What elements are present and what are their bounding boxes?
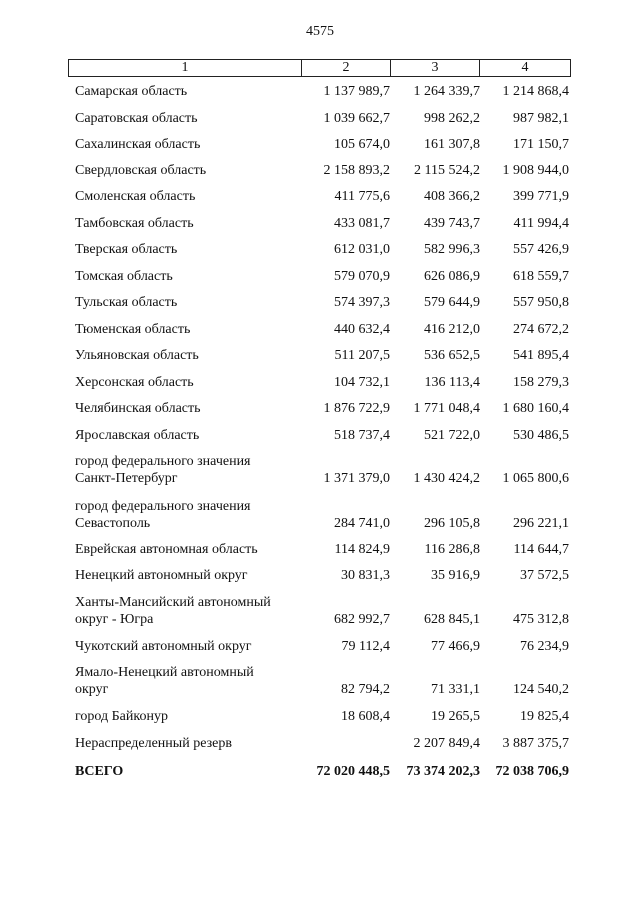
value-c2: 511 207,5 [334,348,390,363]
value-c3: 77 466,9 [431,639,480,654]
region-name-line: Смоленская область [75,189,196,204]
value-c3: 626 086,9 [424,269,480,284]
region-name-line: город федерального значения [75,454,251,469]
region-name-line: Ярославская область [75,428,200,443]
value-c4: 1 214 868,4 [502,84,569,99]
value-c3: 998 262,2 [424,111,480,126]
value-c4: 411 994,4 [513,216,569,231]
value-c3: 35 916,9 [431,568,480,583]
value-c3: 71 331,1 [431,682,480,697]
value-c4: 76 234,9 [520,639,569,654]
total-label: ВСЕГО [75,764,124,779]
region-name [75,735,315,752]
value-c2: 411 775,6 [334,189,390,204]
value-c2: 433 081,7 [334,216,390,231]
value-c2: 105 674,0 [334,137,390,152]
region-name-line: Санкт-Петербург [75,471,178,486]
value-c2: 1 137 989,7 [323,84,390,99]
value-c3: 439 743,7 [424,216,480,231]
value-c4: 296 221,1 [513,516,569,531]
value-c2: 79 112,4 [341,639,390,654]
value-c3: 296 105,8 [424,516,480,531]
region-name-line: Сахалинская область [75,137,201,152]
value-c2: 579 070,9 [334,269,390,284]
value-c4: 274 672,2 [513,322,569,337]
value-c2: 612 031,0 [334,242,390,257]
value-c3: 116 286,8 [424,542,480,557]
region-name-line: город федерального значения [75,499,251,514]
value-c4: 124 540,2 [513,682,569,697]
region-name-line: Ненецкий автономный округ [75,568,248,583]
value-c4: 1 908 944,0 [502,163,569,178]
value-c3: 161 307,8 [424,137,480,152]
region-name-line: Тамбовская область [75,216,194,231]
value-c3: 1 771 048,4 [413,401,480,416]
total-value-c2: 72 020 448,5 [316,764,390,779]
column-header-3: 3 [391,60,480,77]
value-c4: 557 950,8 [513,295,569,310]
value-c2: 1 039 662,7 [323,111,390,126]
value-c3: 579 644,9 [424,295,480,310]
value-c2: 18 608,4 [341,709,390,724]
region-name-line: Севастополь [75,516,151,531]
region-name-line: Самарская область [75,84,188,99]
value-c2: 682 992,7 [334,612,390,627]
value-c4: 1 680 160,4 [502,401,569,416]
value-c3: 628 845,1 [424,612,480,627]
value-c2: 2 158 893,2 [323,163,390,178]
region-name-line: Херсонская область [75,375,194,390]
region-name-line: Тюменская область [75,322,191,337]
region-name-line: округ - Югра [75,612,154,627]
value-c4: 618 559,7 [513,269,569,284]
region-name-line: Ханты-Мансийский автономный [75,595,271,610]
value-c3: 2 207 849,4 [413,736,480,751]
value-c3: 2 115 524,2 [414,163,480,178]
column-header-4: 4 [480,60,571,77]
value-c4: 530 486,5 [513,428,569,443]
value-c4: 399 771,9 [513,189,569,204]
value-c2: 518 737,4 [334,428,390,443]
column-header-2: 2 [302,60,391,77]
value-c4: 114 644,7 [513,542,569,557]
region-name-line: город Байконур [75,709,168,724]
total-value-c4: 72 038 706,9 [495,764,569,779]
value-c2: 114 824,9 [334,542,390,557]
value-c3: 536 652,5 [424,348,480,363]
value-c2: 82 794,2 [341,682,390,697]
region-name-line: округ [75,682,109,697]
region-name-line: Челябинская область [75,401,201,416]
value-c4: 19 825,4 [520,709,569,724]
value-c4: 1 065 800,6 [502,471,569,486]
value-c4: 3 887 375,7 [502,736,569,751]
value-c4: 475 312,8 [513,612,569,627]
region-name-line: Чукотский автономный округ [75,639,252,654]
value-c4: 171 150,7 [513,137,569,152]
value-c2: 440 632,4 [334,322,390,337]
region-name-line: Тверская область [75,242,178,257]
region-name-line: Свердловская область [75,163,207,178]
column-header-row [68,59,571,77]
value-c3: 416 212,0 [424,322,480,337]
value-c4: 37 572,5 [520,568,569,583]
value-c4: 987 982,1 [513,111,569,126]
value-c2: 104 732,1 [334,375,390,390]
value-c4: 158 279,3 [513,375,569,390]
region-name-line: Еврейская автономная область [75,542,258,557]
value-c3: 582 996,3 [424,242,480,257]
region-name-line: Саратовская область [75,111,198,126]
total-value-c3: 73 374 202,3 [406,764,480,779]
region-name-line: Тульская область [75,295,178,310]
value-c2: 1 876 722,9 [323,401,390,416]
region-name-line: Томская область [75,269,173,284]
value-c3: 1 264 339,7 [413,84,480,99]
region-name-line: Нераспределенный резерв [75,736,232,751]
value-c2: 284 741,0 [334,516,390,531]
value-c3: 136 113,4 [424,375,480,390]
value-c2: 1 371 379,0 [323,471,390,486]
column-header-1: 1 [69,60,302,77]
value-c3: 408 366,2 [424,189,480,204]
value-c3: 1 430 424,2 [413,471,480,486]
region-name-line: Ульяновская область [75,348,199,363]
value-c4: 557 426,9 [513,242,569,257]
region-name-line: Ямало-Ненецкий автономный [75,665,254,680]
value-c4: 541 895,4 [513,348,569,363]
value-c2: 30 831,3 [341,568,390,583]
page-number: 4575 [306,24,334,39]
value-c3: 521 722,0 [424,428,480,443]
value-c2: 574 397,3 [334,295,390,310]
value-c3: 19 265,5 [431,709,480,724]
